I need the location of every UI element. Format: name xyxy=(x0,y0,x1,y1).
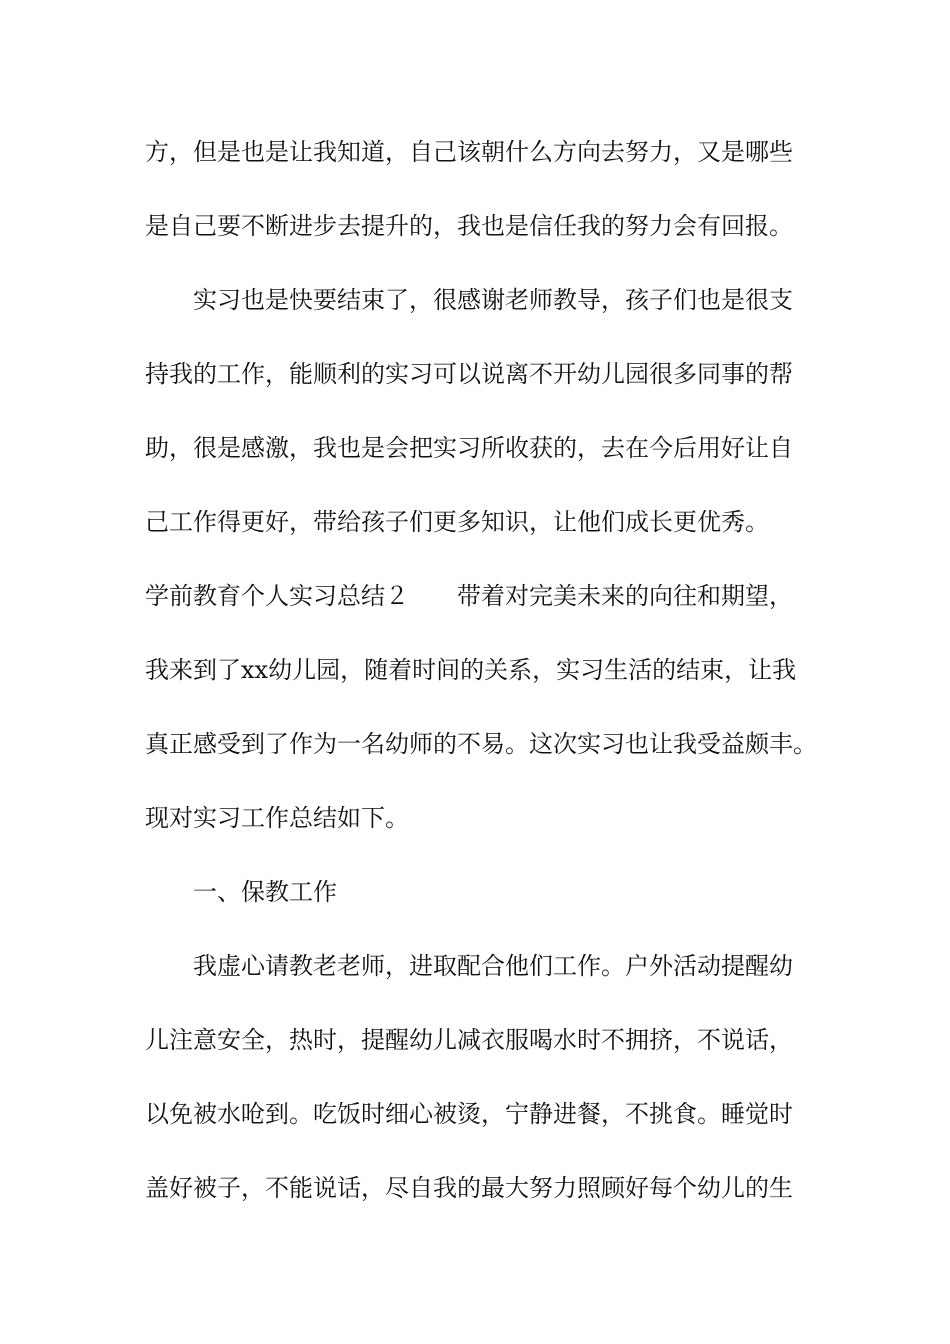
subheading-line: 一、保教工作 xyxy=(193,878,337,906)
paragraph-line: 以免被水呛到。吃饭时细心被烫，宁静进餐，不挑食。睡觉时 xyxy=(145,1100,793,1128)
paragraph-line: 己工作得更好，带给孩子们更多知识，让他们成长更优秀。 xyxy=(145,508,769,536)
paragraph-line: 我来到了xx幼儿园，随着时间的关系，实习生活的结束，让我 xyxy=(145,656,797,684)
paragraph-line: 持我的工作，能顺利的实习可以说离不开幼儿园很多同事的帮 xyxy=(145,360,793,388)
paragraph-line: 真正感受到了作为一名幼师的不易。这次实习也让我受益颇丰。 xyxy=(145,730,817,758)
paragraph-line: 实习也是快要结束了，很感谢老师教导，孩子们也是很支 xyxy=(193,286,793,314)
paragraph-line: 助，很是感激，我也是会把实习所收获的，去在今后用好让自 xyxy=(145,434,793,462)
section-heading-line: 学前教育个人实习总结２ 带着对完美未来的向往和期望， xyxy=(145,582,793,610)
paragraph-line: 方，但是也是让我知道，自己该朝什么方向去努力，又是哪些 xyxy=(145,138,793,166)
paragraph-line: 儿注意安全，热时，提醒幼儿减衣服喝水时不拥挤，不说话， xyxy=(145,1026,793,1054)
paragraph-line: 盖好被子，不能说话，尽自我的最大努力照顾好每个幼儿的生 xyxy=(145,1174,793,1202)
paragraph-line: 是自己要不断进步去提升的，我也是信任我的努力会有回报。 xyxy=(145,212,793,240)
paragraph-line: 我虚心请教老老师，进取配合他们工作。户外活动提醒幼 xyxy=(193,952,793,980)
paragraph-line: 现对实习工作总结如下。 xyxy=(145,804,409,832)
